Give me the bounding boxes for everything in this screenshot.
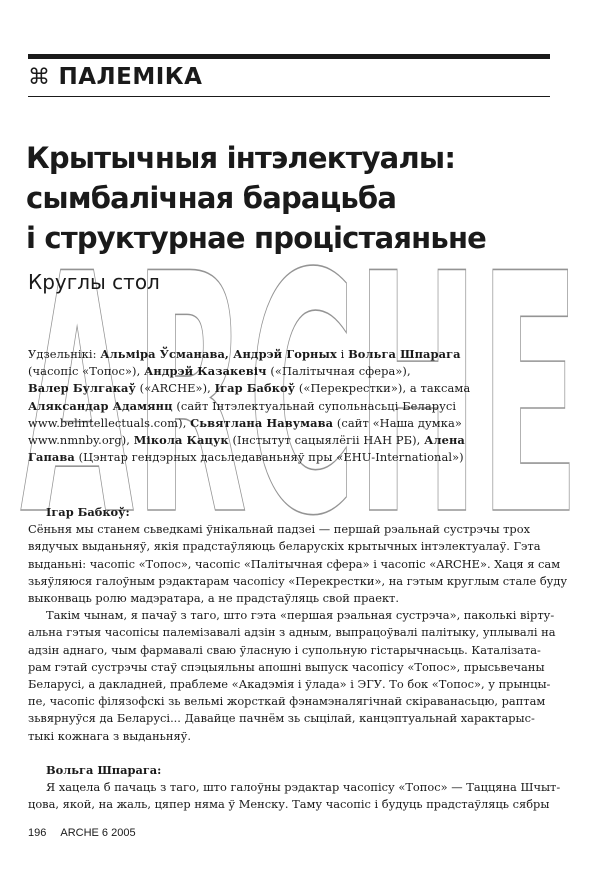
text-line: цова, якой, на жаль, цяпер няма ў Менску. Таму часопіс і будуць прадстаўляць сябры <box>28 797 550 812</box>
text-line: вядучых выданьняў, якія прадстаўляюць беларускіх крытычных інтэлектуалаў. Гэта <box>28 539 541 554</box>
journal-issue: ARCHE 6 2005 <box>60 827 136 839</box>
page-footer <box>28 827 136 839</box>
text-line: рам гэтай сустрэчы стаў спэцыяльны апошні выпуск часопісу «Топос», прысьвечаны <box>28 659 545 674</box>
participant-name: Вольга Шпарага <box>348 347 461 361</box>
participant-text: («Перекрестки»), а таксама <box>295 381 471 396</box>
text-line: Сёньня мы станем сьведкамі ўнікальнай падзеі — першай рэальнай сустрэчы трох <box>28 522 531 537</box>
participants-line <box>28 432 552 449</box>
article-body <box>28 504 568 813</box>
title-line: Крытычныя інтэлектуалы: <box>26 141 456 175</box>
participant-text: (часопіс «Топос»), <box>28 364 145 379</box>
participants-list <box>28 346 552 466</box>
text-line: пе, часопіс філязофскі зь вельмі жорсткай фэнамэналягічнай скіраванасьцю, раптам <box>28 694 546 709</box>
participant-text: (Цэнтар гендэрных дасьледаваньняў пры «EHU-International») <box>74 450 464 465</box>
participant-text: (сайт Інтэлектуальнай супольнасьці Беларусі <box>172 398 457 413</box>
participant-name: Альміра Ўсманава, Андрэй Горных <box>100 347 337 361</box>
participant-text: Удзельнікі: <box>28 347 101 361</box>
text-line: тыкі кожнага з выданьняў. <box>28 728 191 743</box>
participant-text: www.nmnby.org), <box>28 433 134 448</box>
participant-name: Гапава <box>28 450 75 465</box>
title-line: і структурнае процістаяньне <box>26 221 487 255</box>
text-line: зьяўляюся галоўным рэдактарам часопісу «Перекрестки», на гэтым круглым стале буду <box>28 573 568 588</box>
text-line: Такім чынам, я пачаў з таго, што гэта «першая рэальная сустрэча», паколькі вірту- <box>46 608 555 623</box>
participant-name: Аляксандар Адамянц <box>28 398 173 413</box>
text-line: Я хацела б пачаць з таго, што галоўны рэдактар часопісу «Топос» — Таццяна Шчыт- <box>46 780 561 795</box>
paragraph <box>28 521 568 607</box>
participant-text: і <box>336 347 349 361</box>
participant-name: Андрэй Казакевіч <box>144 364 267 379</box>
participants-line <box>28 380 552 397</box>
text-line: Беларусі, а дакладней, праблеме «Акадэмія і ўлада» і ЭГУ. То бок «Топос», у прынцы- <box>28 677 551 692</box>
participant-name: Алена <box>424 433 465 448</box>
speaker-name: Ігар Бабкоў: <box>46 505 130 519</box>
participant-text: www.belintellectuals.com), <box>28 415 191 430</box>
command-icon: ⌘ <box>28 64 51 90</box>
participant-text: (Інстытут сацыялёгіі НАН РБ), <box>228 433 425 448</box>
participant-text: («Палітычная сфера»), <box>266 364 411 379</box>
article-title <box>26 138 566 258</box>
title-line: сымбалічная барацьба <box>26 181 397 215</box>
text-line: выданьні: часопіс «Топос», часопіс «Палітычная сфера» і часопіс «ARCHE». Хаця я сам <box>28 556 561 571</box>
section-label: ПАЛЕМІКА <box>58 64 203 90</box>
participant-name: Ігар Бабкоў <box>214 381 296 396</box>
participants-line <box>28 398 552 415</box>
top-rule <box>28 54 550 59</box>
paragraph <box>28 607 556 745</box>
text-line: альна гэтыя часопісы палемізавалі адзін з адным, выпрацоўвалі палітыку, уплывалі на <box>28 625 556 640</box>
participant-text: (сайт «Наша думка» <box>333 415 462 430</box>
participants-line <box>28 346 552 363</box>
text-line: зьвярнуўся да Беларусі... Давайце пачнём зь сыцілай, канцэптуальнай характарыс- <box>28 711 535 726</box>
speaker-name: Вольга Шпарага: <box>46 762 162 777</box>
participant-name: Валер Булгакаў <box>28 381 136 396</box>
participant-text: («ARCHE»), <box>135 381 215 396</box>
participant-name: Мікола Кацук <box>133 433 229 448</box>
svg-text:ARCHE: ARCHE <box>20 204 580 530</box>
section-header <box>28 62 550 92</box>
participants-line <box>28 363 552 380</box>
paragraph <box>28 779 561 813</box>
page-number: 196 <box>28 827 47 839</box>
text-line: выконваць ролю мадэратара, а не прадстаўляць свой праект. <box>28 591 399 606</box>
article-subtitle: Круглы стол <box>28 270 160 294</box>
participants-line <box>28 415 552 432</box>
participant-name: Сьвятлана Навумава <box>190 415 334 430</box>
text-line: адзін аднаго, чым фармавалі сваю ўласную і супольную гістарычнасьць. Каталізата- <box>28 642 541 657</box>
section-rule <box>28 96 550 97</box>
participants-line <box>28 449 552 466</box>
